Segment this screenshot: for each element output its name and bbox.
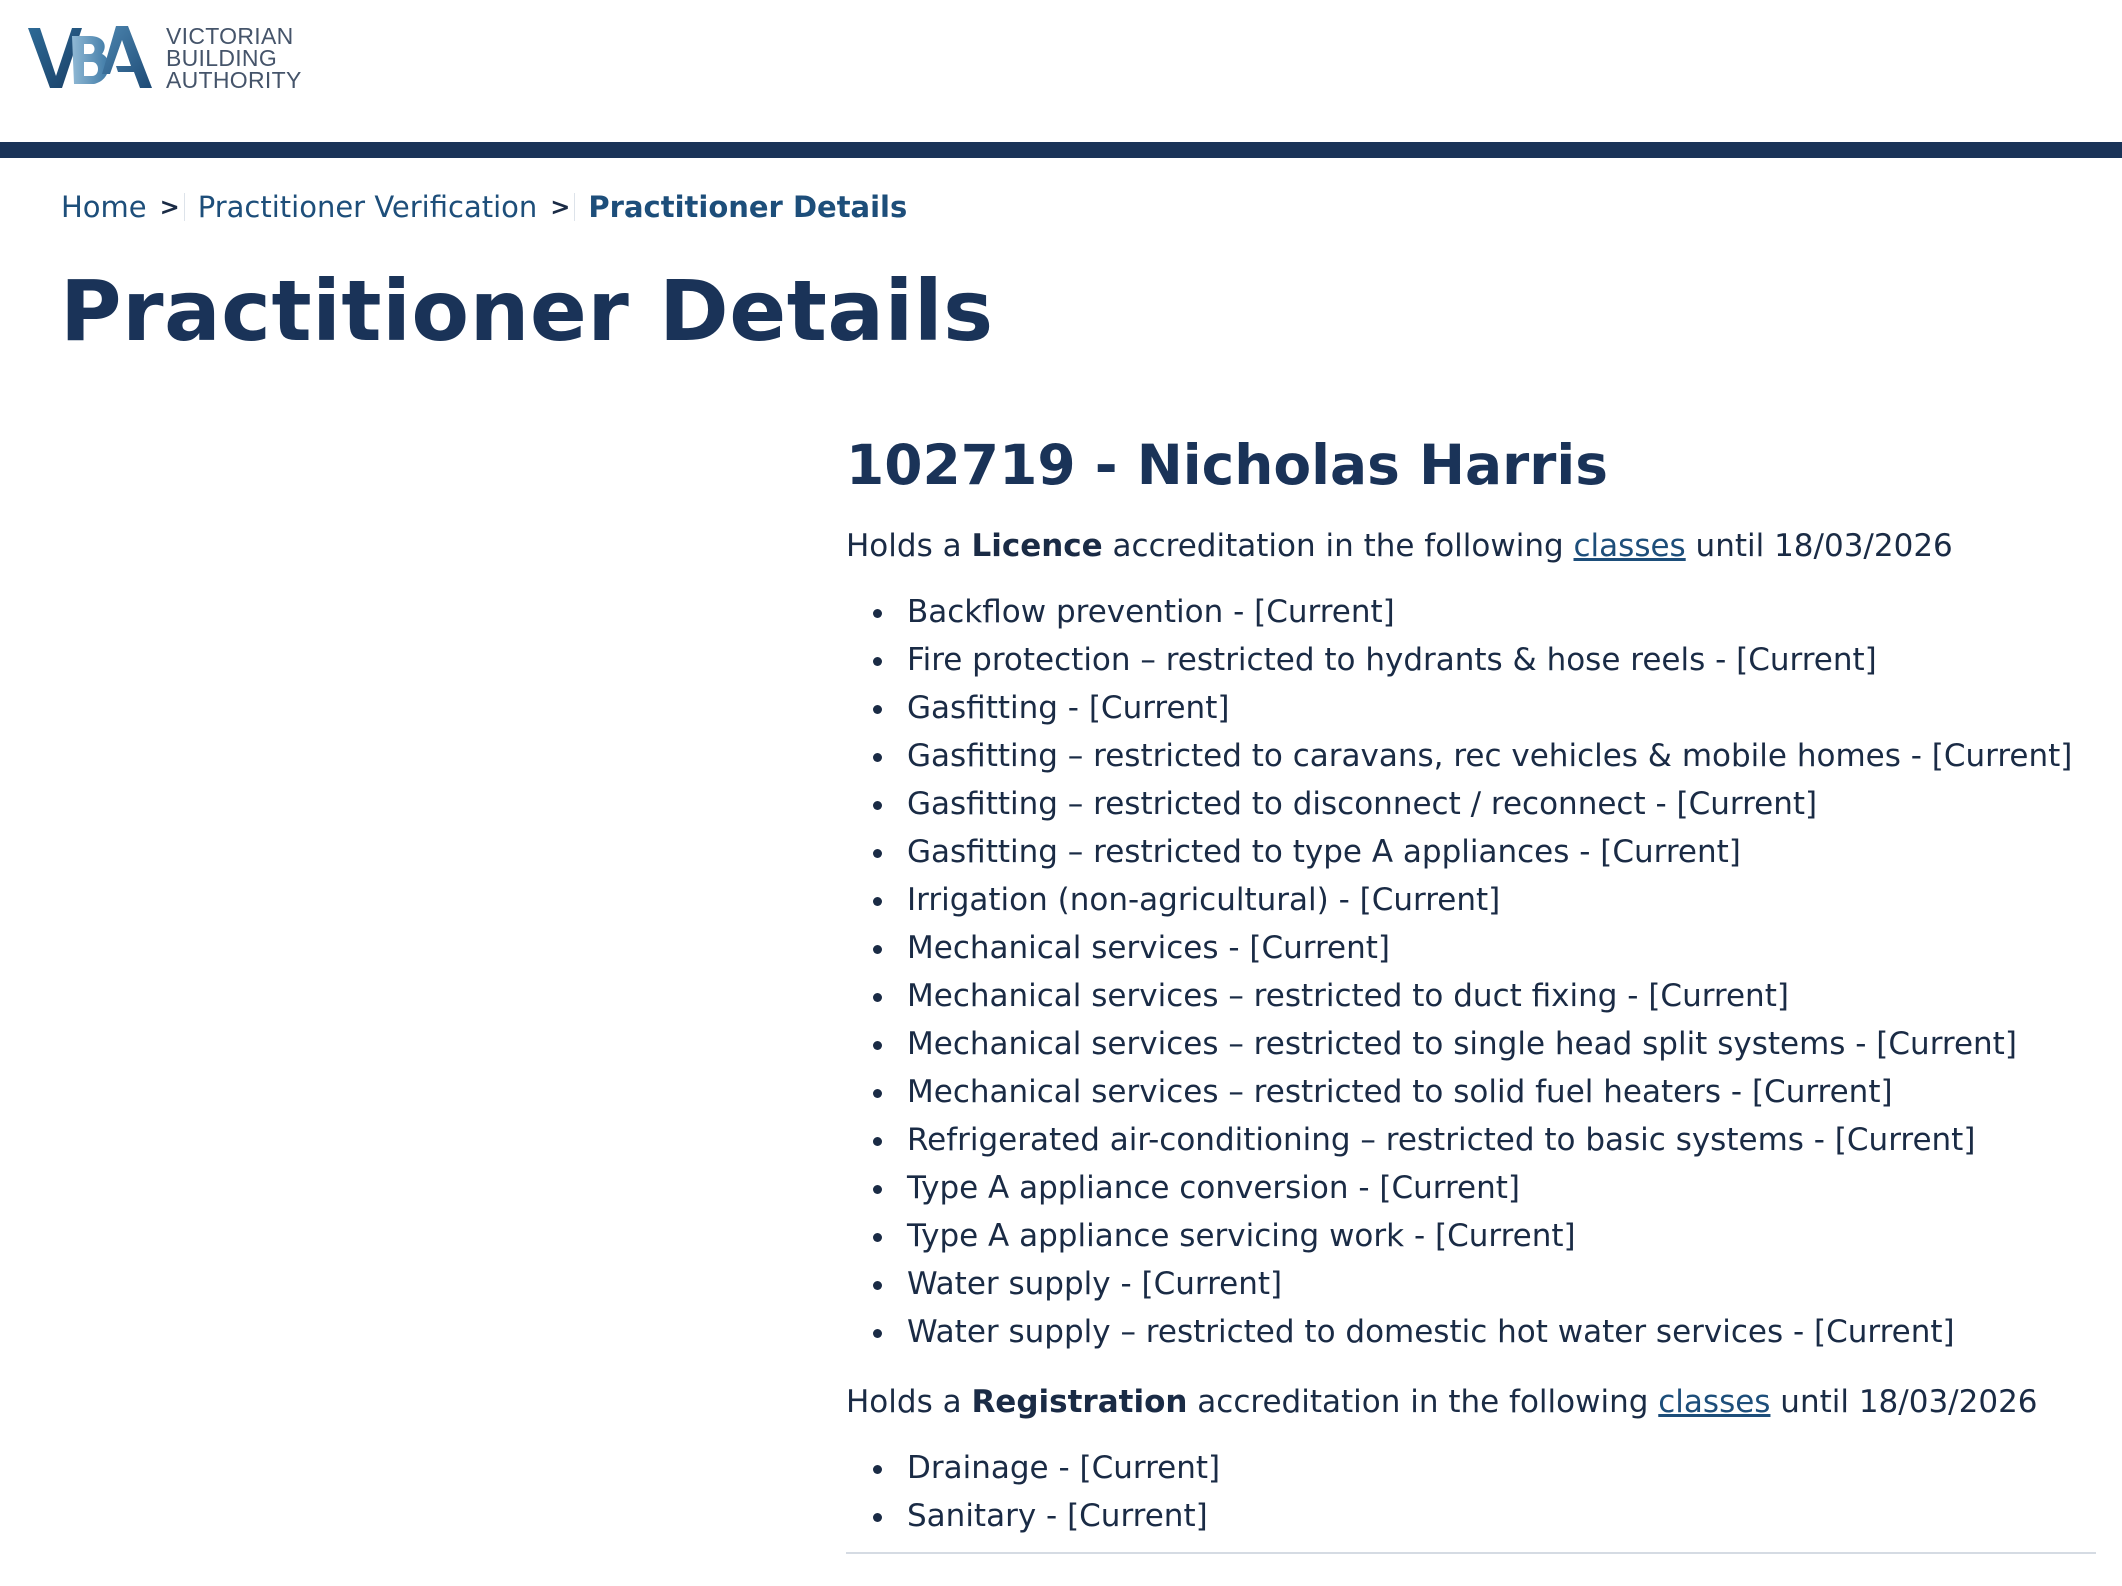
registration-prefix: Holds a [846,1384,972,1420]
header-accent-bar [0,142,2122,158]
list-item: Gasfitting - [Current] [846,684,2096,732]
logo-line-1: VICTORIAN [166,23,294,49]
breadcrumb-current: Practitioner Details [588,190,908,224]
licence-accreditation-text [846,526,2096,566]
list-item: Mechanical services – restricted to single head split systems - [Current] [846,1020,2096,1068]
list-item: Fire protection – restricted to hydrants & hose reels - [Current] [846,636,2096,684]
breadcrumb-separator: > [160,193,185,221]
registration-expiry: until 18/03/2026 [1770,1384,2038,1420]
registration-accreditation-text [846,1382,2096,1422]
list-item: Mechanical services – restricted to duct fixing - [Current] [846,972,2096,1020]
registration-middle: accreditation in the following [1187,1384,1659,1420]
list-item: Gasfitting – restricted to disconnect / reconnect - [Current] [846,780,2096,828]
licence-prefix: Holds a [846,528,972,564]
logo-line-2: BUILDING [166,45,278,71]
logo-line-3: AUTHORITY [166,67,302,93]
vba-logo-wordmark [166,25,302,91]
licence-expiry: until 18/03/2026 [1685,528,1953,564]
list-item: Drainage - [Current] [846,1444,2096,1492]
list-item: Gasfitting – restricted to type A appliances - [Current] [846,828,2096,876]
list-item: Mechanical services – restricted to solid fuel heaters - [Current] [846,1068,2096,1116]
breadcrumb-separator: > [550,193,575,221]
practitioner-details [846,430,2096,1554]
list-item: Gasfitting – restricted to caravans, rec vehicles & mobile homes - [Current] [846,732,2096,780]
list-item: Refrigerated air-conditioning – restricted to basic systems - [Current] [846,1116,2096,1164]
list-item: Mechanical services - [Current] [846,924,2096,972]
section-divider [846,1552,2096,1554]
vba-logo-mark [26,22,154,94]
registration-type: Registration [971,1384,1188,1420]
list-item: Sanitary - [Current] [846,1492,2096,1540]
registration-class-list [846,1444,2096,1540]
licence-class-list [846,588,2096,1356]
list-item: Type A appliance conversion - [Current] [846,1164,2096,1212]
licence-middle: accreditation in the following [1102,528,1574,564]
breadcrumb-practitioner-verification[interactable]: Practitioner Verification [197,190,538,224]
list-item: Type A appliance servicing work - [Current] [846,1212,2096,1260]
vba-logo[interactable] [26,22,302,94]
practitioner-heading: 102719 - Nicholas Harris [846,433,1608,497]
licence-type: Licence [971,528,1103,564]
registration-classes-link[interactable]: classes [1658,1384,1771,1420]
list-item: Water supply – restricted to domestic hot water services - [Current] [846,1308,2096,1356]
licence-classes-link[interactable]: classes [1573,528,1686,564]
list-item: Irrigation (non-agricultural) - [Current] [846,876,2096,924]
breadcrumb [61,190,907,224]
list-item: Backflow prevention - [Current] [846,588,2096,636]
page-title: Practitioner Details [60,262,994,360]
site-header [0,0,2122,142]
list-item: Water supply - [Current] [846,1260,2096,1308]
breadcrumb-home[interactable]: Home [61,190,147,224]
